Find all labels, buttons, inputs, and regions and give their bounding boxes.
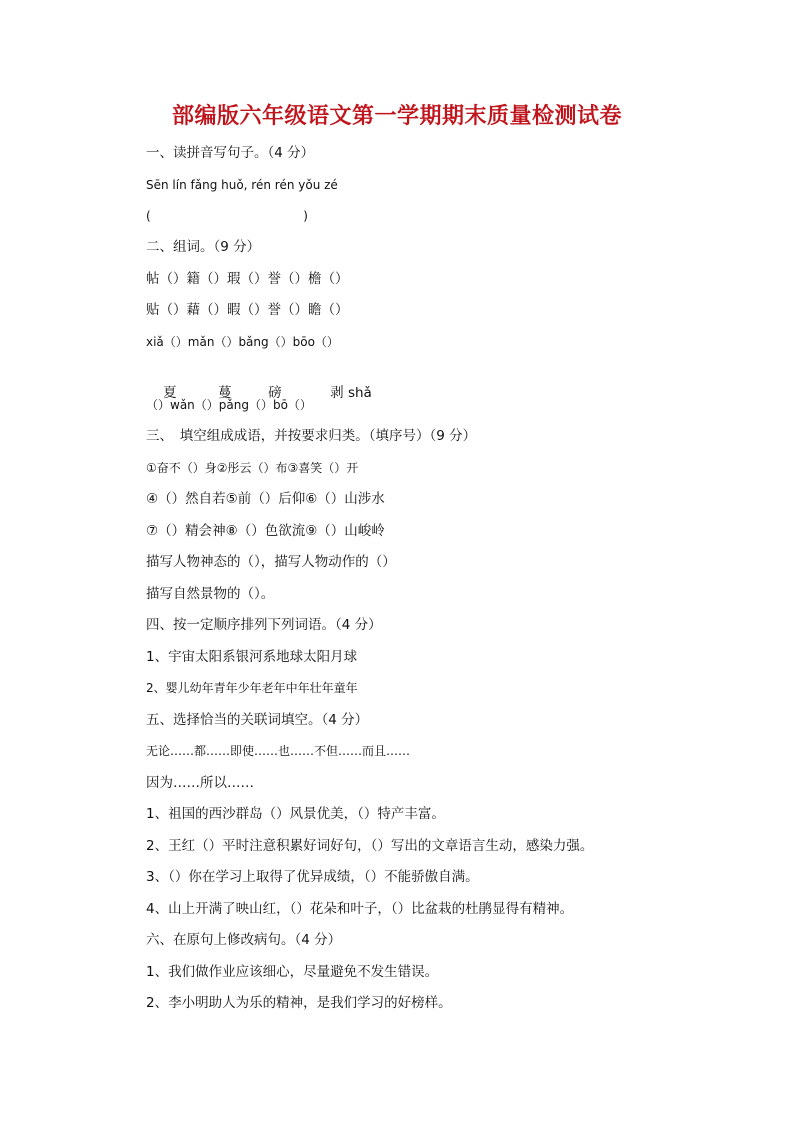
section-2-row-4-item: 磅 (268, 385, 282, 401)
section-1-heading: 一、读拼音写句子。（4 分） (146, 145, 315, 161)
section-6-item-2: 2、李小明助人为乐的精神，是我们学习的好榜样。 (146, 995, 452, 1011)
section-2-row-1: 帖（）籍（）瑕（）誉（）檐（） (146, 271, 349, 287)
section-3-row-1: ①奋不（）身②彤云（）布③喜笑（）开 (146, 461, 359, 475)
section-3-row-3: ⑦（）精会神⑧（）色欲流⑨（）山峻岭 (146, 523, 385, 539)
section-5-item-1: 1、祖国的西沙群岛（）风景优美，（）特产丰富。 (146, 806, 445, 822)
section-6-item-1: 1、我们做作业应该细心，尽量避免不发生错误。 (146, 964, 439, 980)
section-5-heading: 五、选择恰当的关联词填空。（4 分） (146, 712, 369, 728)
section-2-row-5: （）wǎn（）pǎng（）bō（） (146, 398, 312, 412)
section-1-pinyin: Sēn lín fǎng huǒ, rén rén yǒu zé (146, 178, 338, 192)
section-3-heading: 三、 填空组成成语，并按要求归类。（填序号）（9 分） (146, 428, 477, 444)
section-4-item-2: 2、婴儿幼年青年少年老年中年壮年童年 (146, 681, 358, 695)
section-4-heading: 四、按一定顺序排列下列词语。（4 分） (146, 617, 382, 633)
section-3-row-5: 描写自然景物的（）。 (146, 586, 275, 602)
section-2-row-4-item: 夏 (163, 385, 177, 401)
section-5-item-2: 2、王红（）平时注意积累好词好句，（）写出的文章语言生动，感染力强。 (146, 838, 594, 854)
exam-title: 部编版六年级语文第一学期期末质量检测试卷 (171, 103, 622, 129)
section-2-row-4-item: 蔓 (218, 385, 232, 401)
section-2-row-3: xiǎ（）mǎn（）bǎng（）bōo（） (146, 335, 339, 349)
section-5-options-1: 无论……都……即使……也……不但……而且…… (146, 744, 411, 758)
section-4-item-1: 1、宇宙太阳系银河系地球太阳月球 (146, 649, 358, 665)
section-3-row-4: 描写人物神态的（），描写人物动作的（） (146, 554, 396, 570)
section-5-item-4: 4、山上开满了映山红，（）花朵和叶子，（）比盆栽的杜鹃显得有精神。 (146, 901, 574, 917)
section-2-row-4-item: 剥 shǎ (330, 385, 372, 401)
section-2-heading: 二、组词。（9 分） (146, 239, 261, 255)
section-5-options-2: 因为……所以…… (146, 775, 254, 791)
section-6-heading: 六、在原句上修改病句。（4 分） (146, 932, 342, 948)
section-5-item-3: 3、（）你在学习上取得了优异成绩，（）不能骄傲自满。 (146, 869, 479, 885)
section-2-row-2: 贴（）藉（）暇（）誉（）瞻（） (146, 302, 349, 318)
section-1-answer-line: ( ) (146, 209, 308, 223)
section-3-row-2: ④（）然自若⑤前（）后仰⑥（）山涉水 (146, 491, 385, 507)
